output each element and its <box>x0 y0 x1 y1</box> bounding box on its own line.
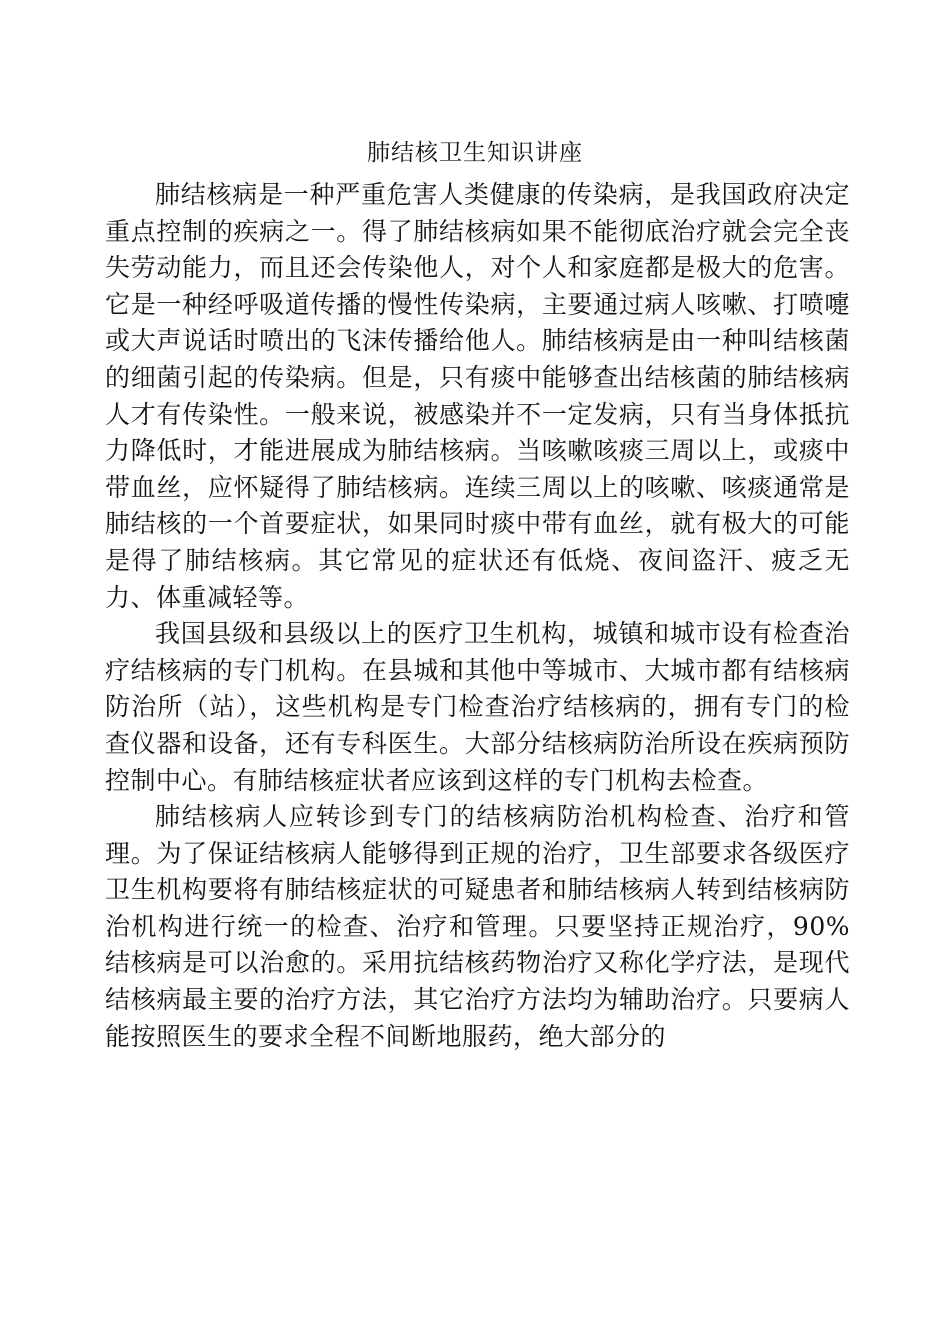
paragraph-1: 肺结核病是一种严重危害人类健康的传染病，是我国政府决定重点控制的疾病之一。得了肺结核病如果不能彻底治疗就会完全丧失劳动能力，而且还会传染他人，对个人和家庭都是极大的危害。它是一种经呼吸道传播的慢性传染病，主要通过病人咳嗽、打喷嚏或大声说话时喷出的飞沫传播给他人。肺结核病是由一种叫结核菌的细菌引起的传染病。但是，只有痰中能够查出结核菌的肺结核病人才有传染性。一般来说，被感染并不一定发病，只有当身体抵抗力降低时，才能进展成为肺结核病。当咳嗽咳痰三周以上，或痰中带血丝，应怀疑得了肺结核病。连续三周以上的咳嗽、咳痰通常是肺结核的一个首要症状，如果同时痰中带有血丝，就有极大的可能是得了肺结核病。其它常见的症状还有低烧、夜间盗汗、疲乏无力、体重减轻等。 <box>105 180 850 612</box>
document-title: 肺结核卫生知识讲座 <box>367 140 583 166</box>
paragraph-3: 肺结核病人应转诊到专门的结核病防治机构检查、治疗和管理。为了保证结核病人能够得到正规的治疗，卫生部要求各级医疗卫生机构要将有肺结核症状的可疑患者和肺结核病人转到结核病防治机构进行统一的检查、治疗和管理。只要坚持正规治疗，90%结核病是可以治愈的。采用抗结核药物治疗又称化学疗法，是现代结核病最主要的治疗方法，其它治疗方法均为辅助治疗。只要病人能按照医生的要求全程不间断地服药，绝大部分的 <box>105 802 850 1051</box>
document-body <box>105 177 850 1055</box>
paragraph-2: 我国县级和县级以上的医疗卫生机构，城镇和城市设有检查治疗结核病的专门机构。在县城和其他中等城市、大城市都有结核病防治所（站），这些机构是专门检查治疗结核病的，拥有专门的检查仪器和设备，还有专科医生。大部分结核病防治所设在疾病预防控制中心。有肺结核症状者应该到这样的专门机构去检查。 <box>105 619 850 795</box>
